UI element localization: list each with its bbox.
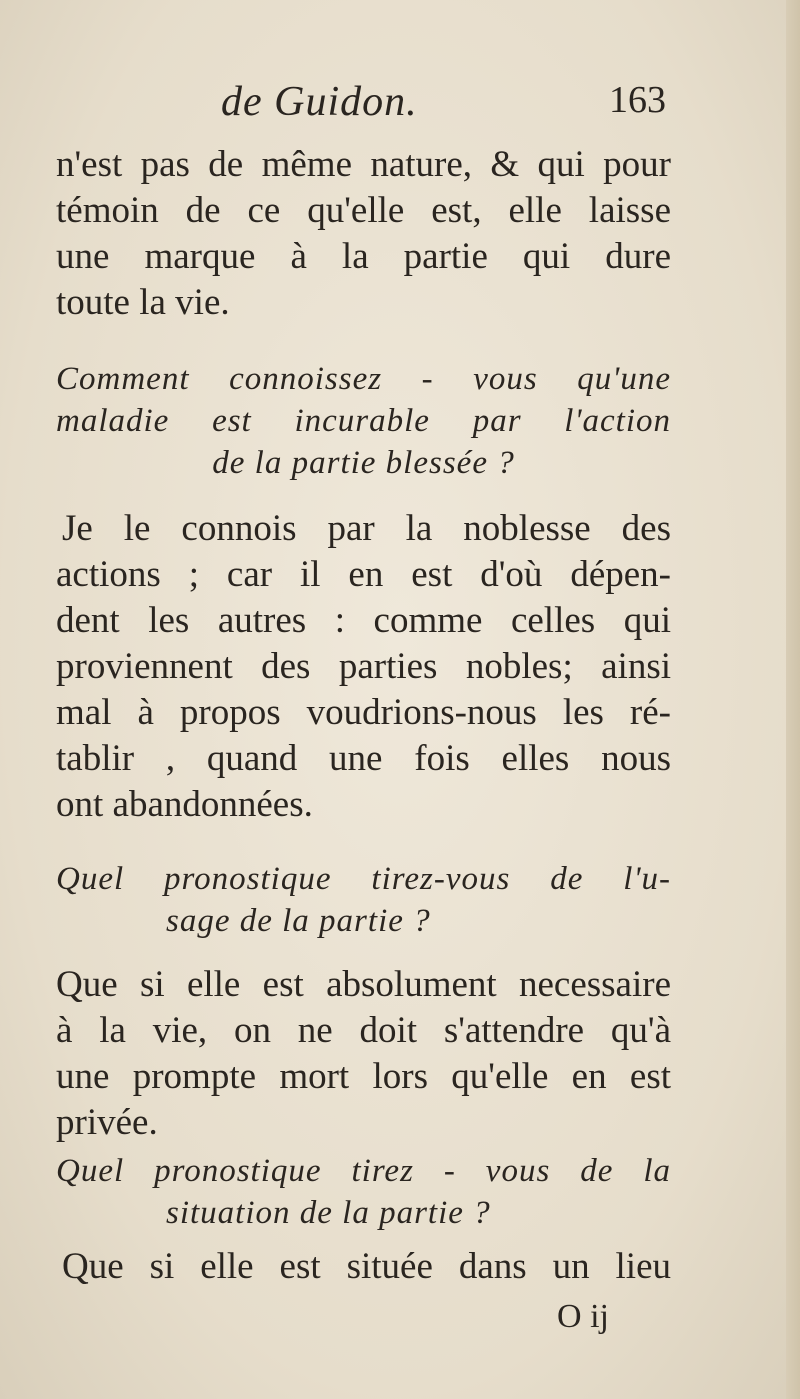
page-header	[56, 78, 666, 138]
question-line: sage de la partie ?	[166, 903, 431, 939]
text-line: ont abandonnées.	[56, 784, 313, 825]
paragraph-continuation	[56, 142, 671, 326]
text-line: proviennent des parties nobles; ainsi	[56, 646, 671, 687]
question-line: situation de la partie ?	[166, 1195, 491, 1231]
signature-mark: O ij	[557, 1298, 609, 1335]
text-line: Que si elle est située dans un lieu	[62, 1246, 671, 1287]
text-line: n'est pas de même nature, & qui pour	[56, 144, 671, 185]
question-heading	[56, 858, 671, 942]
answer-paragraph	[56, 1244, 671, 1290]
question-heading	[56, 1150, 671, 1234]
page-footer	[56, 1298, 671, 1338]
text-line: privée.	[56, 1102, 158, 1143]
page-edge	[786, 0, 800, 1399]
text-line: à la vie, on ne doit s'attendre qu'à	[56, 1010, 671, 1051]
question-line: Quel pronostique tirez - vous de la	[56, 1153, 671, 1189]
question-line: Comment connoissez - vous qu'une	[56, 361, 671, 397]
text-line: une prompte mort lors qu'elle en est	[56, 1056, 671, 1097]
text-line: Je le connois par la noblesse des	[62, 508, 671, 549]
answer-paragraph	[56, 506, 671, 828]
text-line: toute la vie.	[56, 282, 230, 323]
text-line: témoin de ce qu'elle est, elle laisse	[56, 190, 671, 231]
question-line: de la partie blessée ?	[212, 445, 515, 481]
question-line: maladie est incurable par l'action	[56, 403, 671, 439]
text-line: tablir , quand une fois elles nous	[56, 738, 671, 779]
text-line: une marque à la partie qui dure	[56, 236, 671, 277]
running-title: de Guidon.	[221, 79, 418, 125]
page-number: 163	[609, 79, 666, 121]
answer-paragraph	[56, 962, 671, 1146]
text-line: mal à propos voudrions-nous les ré-	[56, 692, 671, 733]
question-line: Quel pronostique tirez-vous de l'u-	[56, 861, 671, 897]
question-heading	[56, 358, 671, 484]
text-line: actions ; car il en est d'où dépen-	[56, 554, 671, 595]
text-line: dent les autres : comme celles qui	[56, 600, 671, 641]
text-line: Que si elle est absolument necessaire	[56, 964, 671, 1005]
